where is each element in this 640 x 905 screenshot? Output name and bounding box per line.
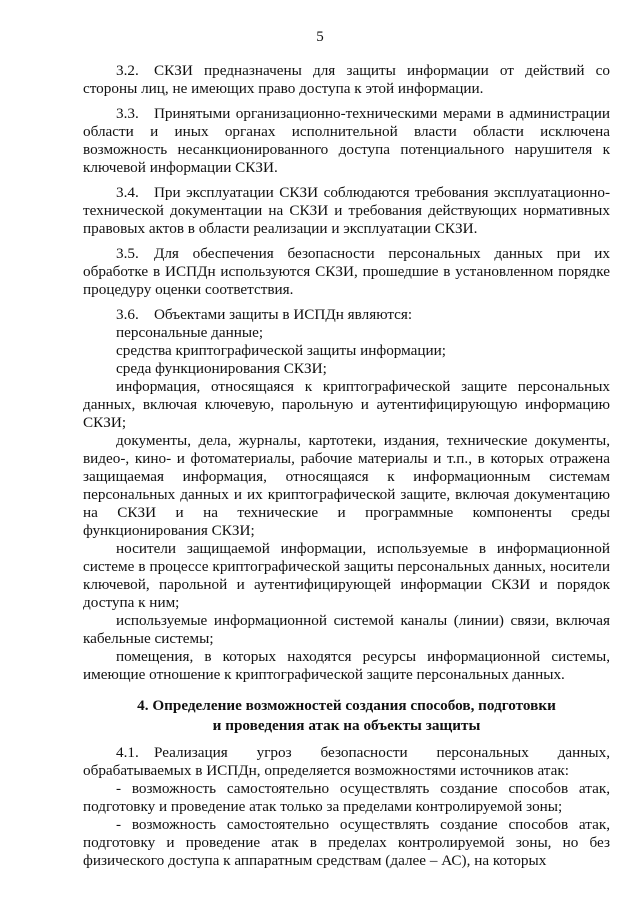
list-item: - возможность самостоятельно осуществлять создание способов атак, подготовку и проведение атак только за пределами контролируемой зоны; xyxy=(83,780,610,815)
paragraph-3-4: 3.4. При эксплуатации СКЗИ соблюдаются требования эксплуатационно-технической документации на СКЗИ и требования действующих нормативных правовых актов в области реализации и эксплуатации СКЗИ. xyxy=(83,184,610,237)
list-item: носители защищаемой информации, используемые в информационной системе в процессе криптографической защиты персональных данных, носители ключевой, парольной и аутентифицирующей информации СКЗИ и порядок доступа к ним; xyxy=(83,540,610,611)
list-item: средства криптографической защиты информации; xyxy=(116,342,447,359)
list-item: документы, дела, журналы, картотеки, издания, технические документы, видео-, кино- и фотоматериалы, рабочие материалы и т.п., в которых отражена защищаемая информация, относящаяся к информационным системам персональных данных и их криптографической защите, включая документацию на СКЗИ и на технические и программные компоненты среды функционирования СКЗИ; xyxy=(83,432,610,539)
list-item: - возможность самостоятельно осуществлять создание способов атак, подготовку и проведение атак в пределах контролируемой зоны, но без физического доступа к аппаратным средствам (далее – АС), на которых xyxy=(83,816,610,869)
document-body xyxy=(83,62,610,870)
paragraph-3-3: 3.3. Принятыми организационно-техническими мерами в администрации области и иных органах исполнительной власти области исключена возможность несанкционированного доступа потенциального нарушителя к ключевой информации СКЗИ. xyxy=(83,105,610,176)
paragraph-3-5: 3.5. Для обеспечения безопасности персональных данных при их обработке в ИСПДн используются СКЗИ, прошедшие в установленном порядке процедуру оценки соответствия. xyxy=(83,245,610,298)
page-number: 5 xyxy=(316,29,324,45)
paragraph-4-1: 4.1. Реализация угроз безопасности персональных данных, обрабатываемых в ИСПДн, определяется возможностями источников атак: xyxy=(83,744,610,779)
section-4-heading xyxy=(83,696,610,736)
section-4-heading-line1: 4. Определение возможностей создания способов, подготовки xyxy=(137,697,556,714)
list-item: персональные данные; xyxy=(116,324,264,341)
list-item: помещения, в которых находятся ресурсы информационной системы, имеющие отношение к криптографической защите персональных данных. xyxy=(83,648,610,683)
section-4-heading-line2: и проведения атак на объекты защиты xyxy=(212,717,481,734)
paragraph-3-2: 3.2. СКЗИ предназначены для защиты информации от действий со стороны лиц, не имеющих право доступа к этой информации. xyxy=(83,62,610,97)
list-item: информация, относящаяся к криптографической защите персональных данных, включая ключевую, парольную и аутентифицирующую информацию СКЗИ; xyxy=(83,378,610,431)
list-item: среда функционирования СКЗИ; xyxy=(116,360,327,377)
list-item: используемые информационной системой каналы (линии) связи, включая кабельные системы; xyxy=(83,612,610,647)
paragraph-3-6-intro: 3.6. Объектами защиты в ИСПДн являются: xyxy=(116,306,413,323)
